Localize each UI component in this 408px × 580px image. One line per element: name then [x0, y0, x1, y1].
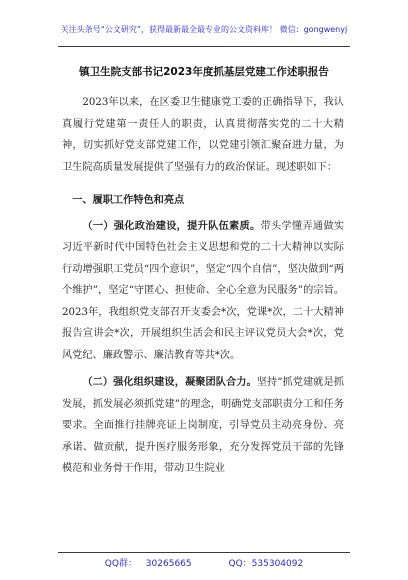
footer-divider — [58, 552, 350, 553]
header-divider — [58, 46, 350, 47]
item1-body: 带头学懂弄通做实习近平新时代中国特色社会主义思想和党的二十大精神以实际行动增强职工党员“四个意识”，坚定“四个自信”，坚决做到“两个维护”，坚定“守匿心、担使命、全心全意为民服务”的宗旨。2023年，我组织党支部召开支委会*次，党课*次，二十大精神报告宣讲会*次，开展组织生活会和民主评议党员大会*次，党风党纪、廉政警示、廉洁教育等共*次。 — [62, 220, 345, 361]
spacer — [62, 178, 344, 184]
promo-banner: 关注头条号“公文研究”，获得最新最全最专业的公文资料库！ 微信：gongwenyj — [60, 25, 348, 34]
document-title: 镇卫生院支部书记2023年度抓基层党建工作述职报告 — [79, 66, 329, 78]
section-heading: 一、履职工作特色和亮点 — [72, 195, 185, 206]
footer-qq-group: QQ群： 30265665 — [104, 559, 192, 569]
item2-heading: （二）强化组织建设，凝聚团队合力。 — [82, 377, 257, 388]
item2-paragraph — [62, 372, 344, 480]
intro-paragraph: 2023年以来，在区委卫生健康党工委的正确指导下，我认真履行党建第一责任人的职责，认真贯彻落实党的二十大精神，切实抓好党支部党建工作，以党建引领汇聚奋进力量，为卫生院高质量发展提供了坚强有力的政治保证。现述职如下： — [62, 97, 344, 173]
footer-qq: QQ：535304092 — [228, 559, 304, 569]
footer — [0, 556, 408, 569]
item1-paragraph — [62, 216, 344, 367]
document-body — [62, 92, 344, 480]
item2-body: 坚持“抓党建就是抓发展，抓发展必须抓党建”的理念，明确党支部职责分工和任务要求。全面推行挂牌亮证上岗制度，引导党员主动亮身份、亮承诺、做贡献，提升医疗服务形象，充分发挥党员干部的先锋模范和业务骨干作用，带动卫生院业 — [62, 377, 344, 474]
item1-heading: （一）强化政治建设，提升队伍素质。 — [82, 220, 261, 232]
